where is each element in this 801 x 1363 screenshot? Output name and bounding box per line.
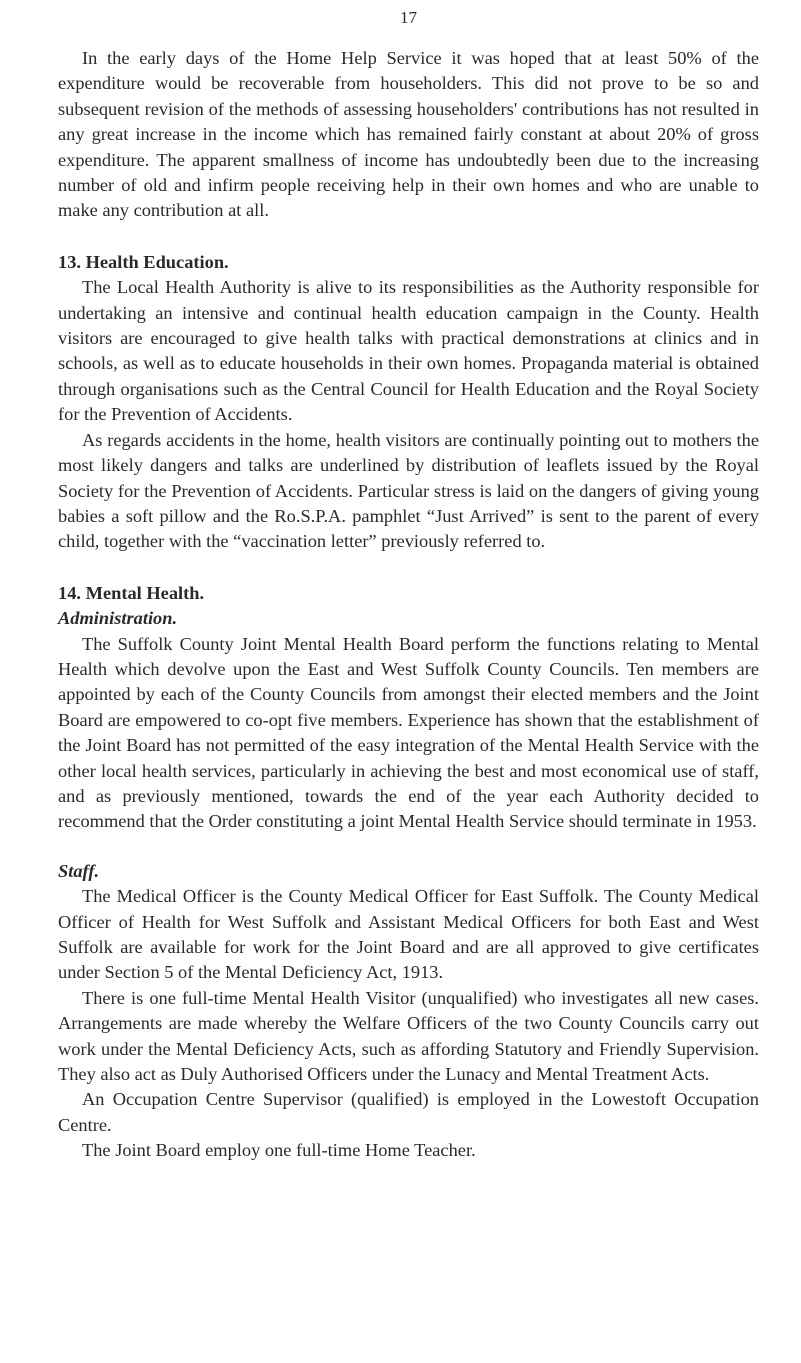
staff-paragraph: The Medical Officer is the County Medical Officer for East Suffolk. The County Medical Officer of Health for West Suffolk and Assistant Medical Officers for both East and West Suffolk are available for work for the Joint Board and are all approved to give certificates under Section 5 of the Mental Deficiency Act, 1913. xyxy=(58,886,759,983)
staff-paragraph: The Joint Board employ one full-time Home Teacher. xyxy=(82,1140,476,1161)
administration-paragraph: The Suffolk County Joint Mental Health Board perform the functions relating to Mental Health which devolve upon the East and West Suffolk County Councils. Ten members are appointed by each of the County Councils from amongst their elected members and the Joint Board are empowered to co-opt five members. Experience has shown that the establishment of the Joint Board has not permitted of the easy integration of the Mental Health Service with the other local health services, particularly in achieving the best and most economical use of staff, and as previously mentioned, towards the end of the year each Authority decided to recommend that the Order constituting a joint Mental Health Service should terminate in 1953. xyxy=(58,633,759,832)
section-13-paragraph: The Local Health Authority is alive to its responsibilities as the Authority responsible for undertaking an intensive and continual health education campaign in the County. Health visitors are encouraged to give health talks with practical demonstrations at clinics and in schools, as well as to educate households in their own homes. Propaganda material is obtained through organisations such as the Central Council for Health Education and the Royal Society for the Prevention of Accidents. xyxy=(58,277,759,425)
administration-subheading: Administration. xyxy=(58,608,178,629)
page-content xyxy=(58,46,759,1164)
page-number: 17 xyxy=(400,8,417,27)
staff-subheading: Staff. xyxy=(58,860,100,881)
section-13-heading: 13. Health Education. xyxy=(58,251,229,272)
document-page xyxy=(58,0,759,1363)
staff-paragraph: An Occupation Centre Supervisor (qualified) is employed in the Lowestoft Occupation Centre. xyxy=(58,1089,759,1135)
section-13-paragraph: As regards accidents in the home, health visitors are continually pointing out to mothers the most likely dangers and talks are underlined by distribution of leaflets issued by the Royal Society for the Prevention of Accidents. Particular stress is laid on the dangers of giving young babies a soft pillow and the Ro.S.P.A. pamphlet “Just Arrived” is sent to the parent of every child, together with the “vaccination letter” previously referred to. xyxy=(58,429,759,552)
intro-paragraph: In the early days of the Home Help Service it was hoped that at least 50% of the expenditure would be recoverable from householders. This did not prove to be so and subsequent revision of the methods of assessing householders' contributions has not resulted in any great increase in the income which has remained fairly constant at about 20% of gross expenditure. The apparent smallness of income has undoubtedly been due to the increasing number of old and infirm people receiving help in their own homes and who are unable to make any contribution at all. xyxy=(58,48,759,221)
section-14-heading: 14. Mental Health. xyxy=(58,582,205,603)
staff-paragraph: There is one full-time Mental Health Visitor (unqualified) who investigates all new cases. Arrangements are made whereby the Welfare Officers of the two County Councils carry out work under the Mental Deficiency Acts, such as affording Statutory and Friendly Supervision. They also act as Duly Authorised Officers under the Lunacy and Mental Treatment Acts. xyxy=(58,987,759,1085)
